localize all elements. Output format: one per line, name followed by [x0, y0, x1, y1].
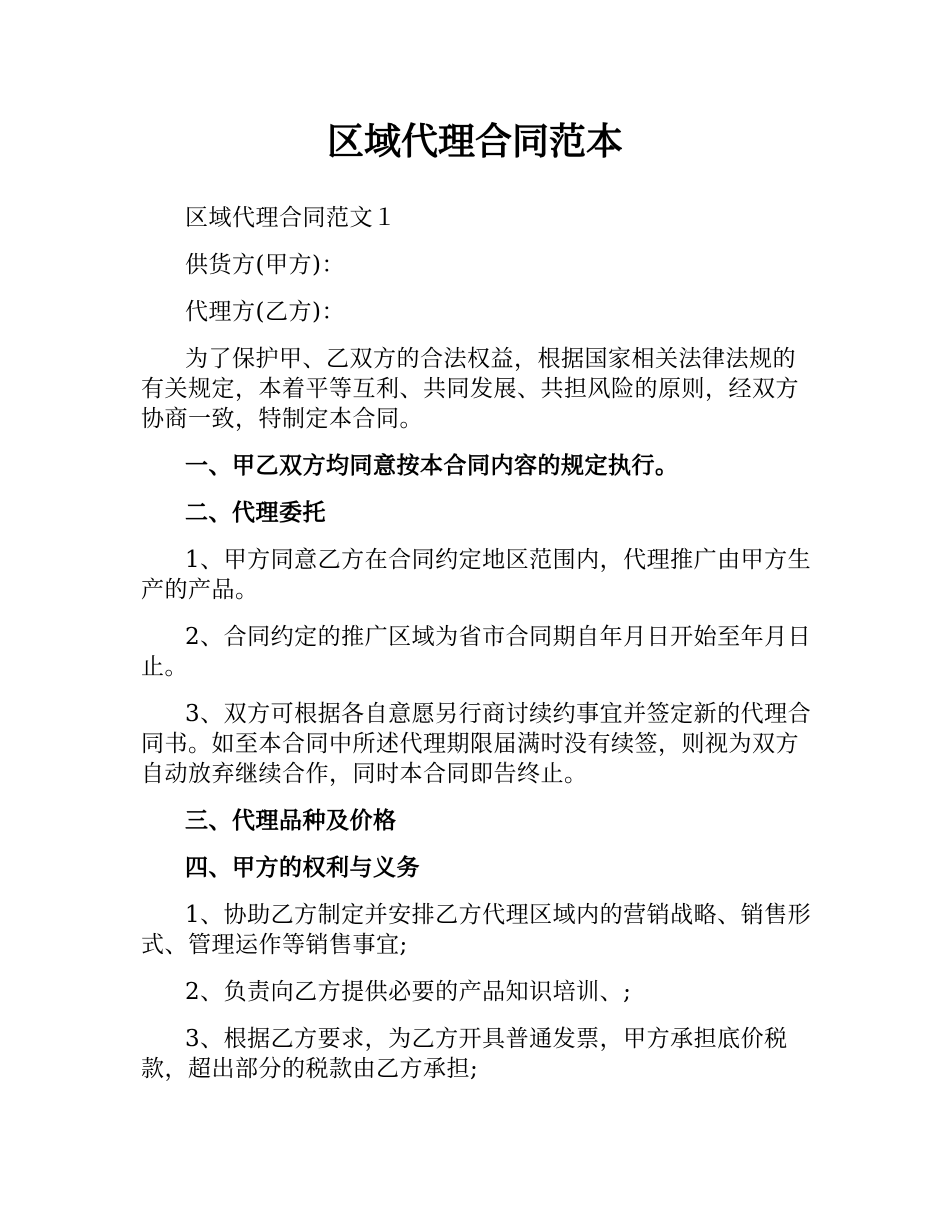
clause-4-1: 1、协助乙方制定并安排乙方代理区域内的营销战略、销售形式、管理运作等销售事宜; [141, 902, 812, 958]
paragraph-agent: 代理方(乙方)： [185, 299, 345, 325]
section-heading-1: 一、甲乙双方均同意按本合同内容的规定执行。 [185, 453, 679, 479]
paragraph-subtitle: 区域代理合同范文１ [185, 205, 397, 231]
paragraph-supplier: 供货方(甲方)： [185, 252, 345, 278]
clause-2-1: 1、甲方同意乙方在合同约定地区范围内，代理推广由甲方生产的产品。 [141, 547, 812, 603]
document-body [141, 203, 813, 1101]
clause-2-3: 3、双方可根据各自意愿另行商讨续约事宜并签定新的代理合同书。如至本合同中所述代理期限届满时没有续签，则视为双方自动放弃继续合作，同时本合同即告终止。 [141, 701, 812, 787]
clause-4-3: 3、根据乙方要求，为乙方开具普通发票，甲方承担底价税款，超出部分的税款由乙方承担; [141, 1026, 788, 1082]
document-title: 区域代理合同范本 [327, 120, 623, 163]
paragraph-preamble: 为了保护甲、乙双方的合法权益，根据国家相关法律法规的有关规定，本着平等互利、共同发展、共担风险的原则，经双方协商一致，特制定本合同。 [141, 346, 799, 432]
clause-4-2: 2、负责向乙方提供必要的产品知识培训、; [185, 979, 632, 1005]
clause-2-2: 2、合同约定的推广区域为省市合同期自年月日开始至年月日止。 [141, 624, 812, 680]
section-heading-4: 四、甲方的权利与义务 [185, 855, 420, 881]
section-heading-2: 二、代理委托 [185, 500, 326, 526]
section-heading-3: 三、代理品种及价格 [185, 808, 397, 834]
